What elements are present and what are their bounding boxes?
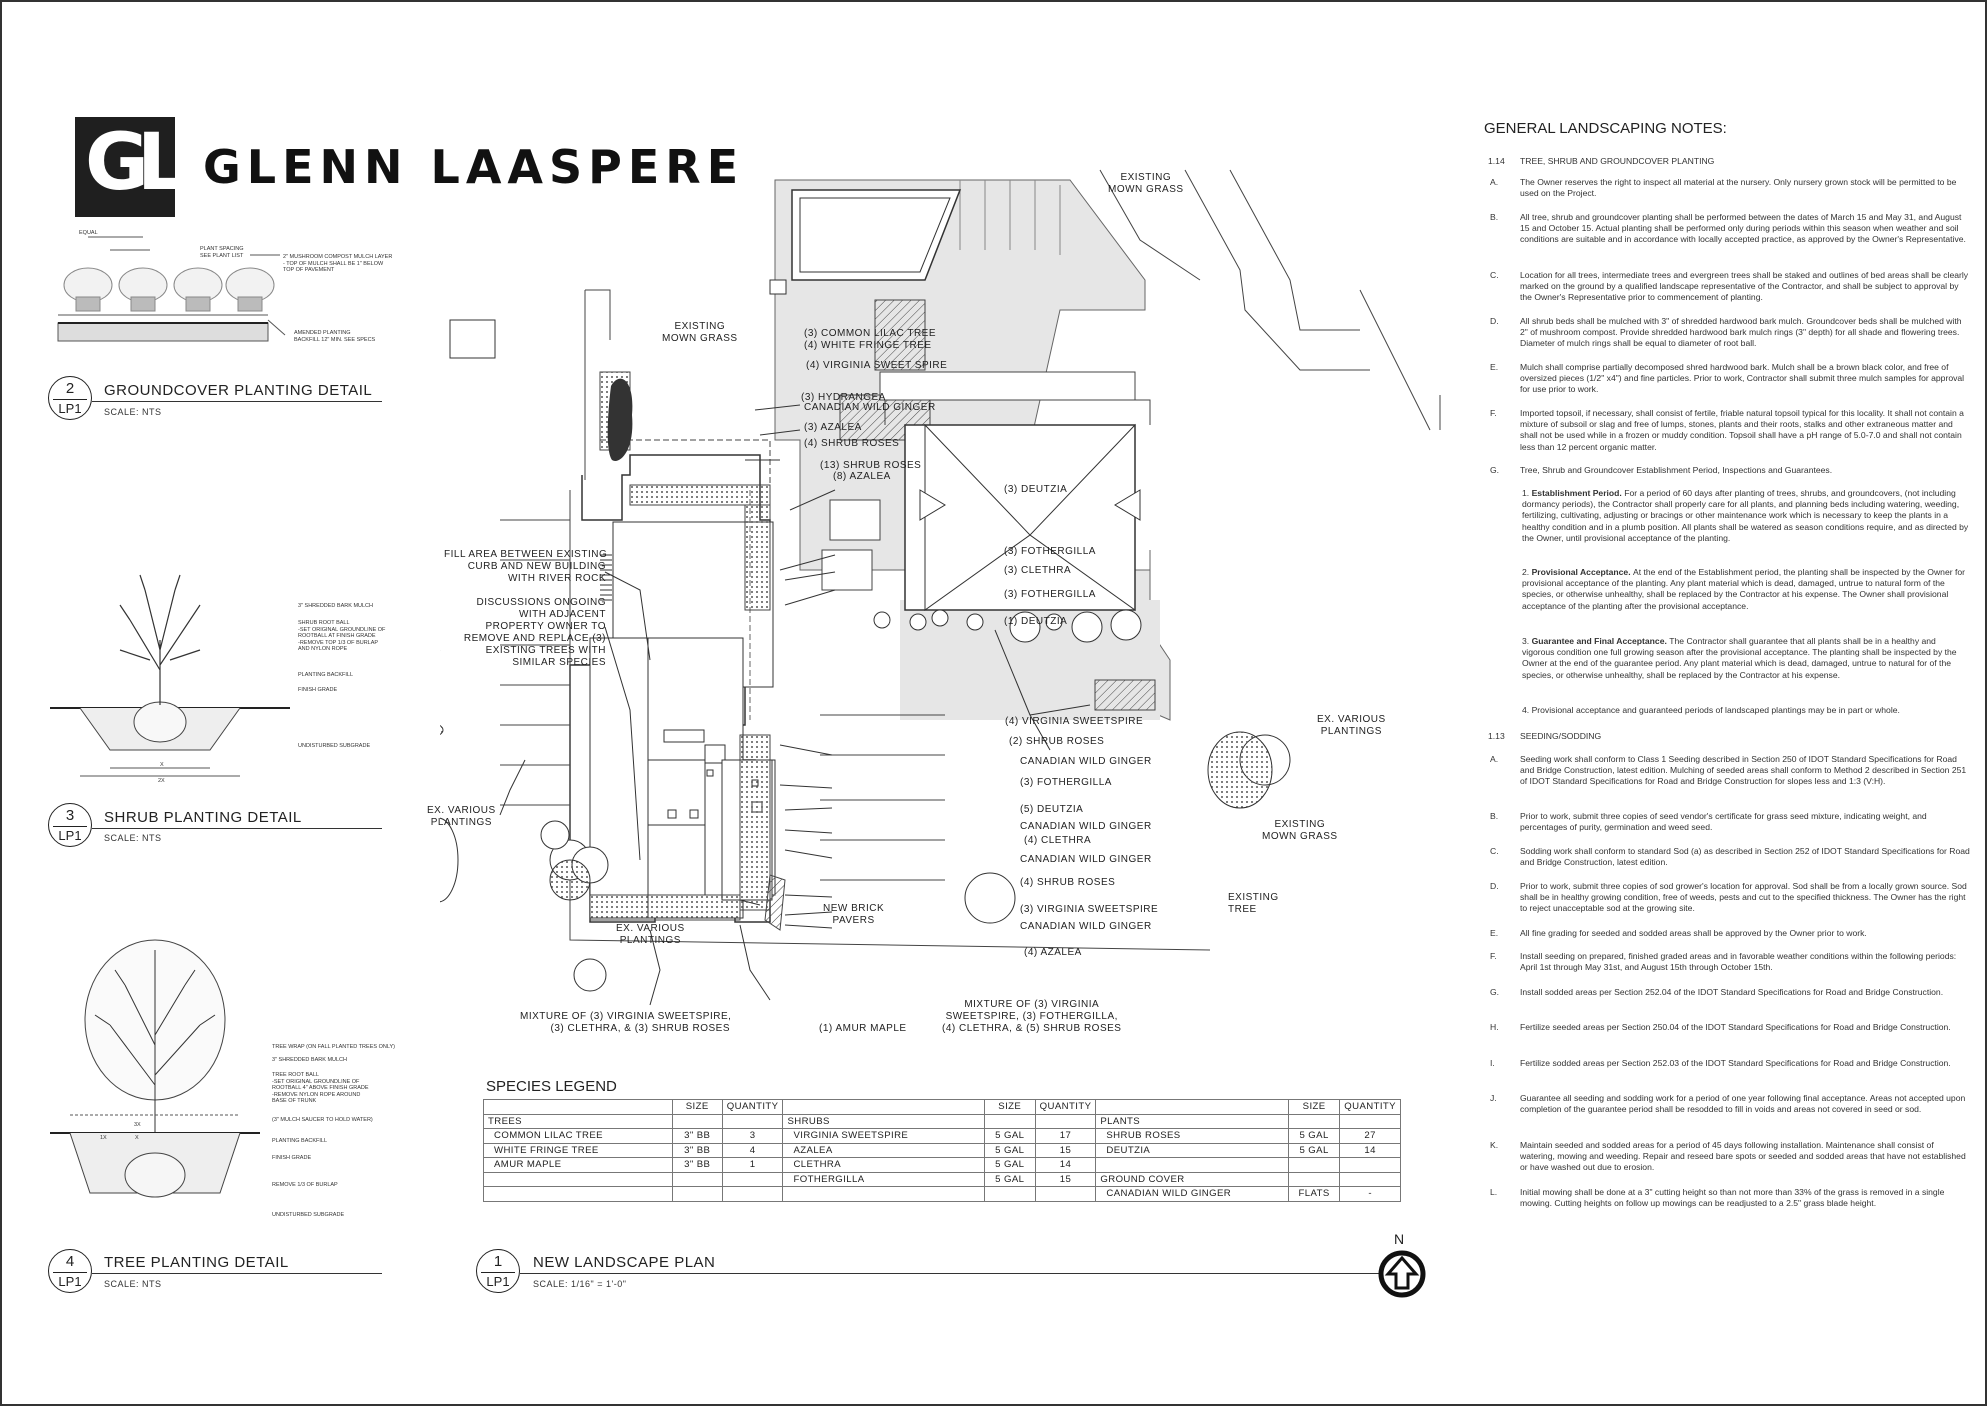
label-ex-various: EX. VARIOUS PLANTINGS	[616, 923, 685, 946]
note-text: Tree, Shrub and Groundcover Establishment Period, Inspections and Guarantees.	[1520, 465, 1833, 475]
note-letter: B.	[1490, 811, 1499, 821]
tree-detail-drawing	[50, 935, 270, 1225]
label-sweetspire: (4) VIRGINIA SWEETSPIRE	[1005, 716, 1144, 727]
note-text: Fertilize sodded areas per Section 252.03 of the IDOT Standard Specifications for Road and Bridge Construction.	[1520, 1058, 1951, 1068]
plan-scale: SCALE: 1/16" = 1'-0"	[533, 1279, 627, 1289]
note-text: Guarantee all seeding and sodding work for a period of one year following final acceptance. Areas not accepted upon completion of the guarantee period shall be resodded to fill in voids and areas not covered in seed or sod.	[1520, 1093, 1966, 1115]
callout-backfill: PLANTING BACKFILL	[272, 1138, 328, 1144]
note-letter: H.	[1490, 1022, 1499, 1032]
label-existing-tree: EXISTING TREE	[1228, 892, 1279, 915]
note-subitem: 2. Provisional Acceptance. At the end of the Establishment period, the planting shall be inspected by the Owner for provisional acceptance of the planting. Any plant material which is dead, damaged, untrue to natural form of the species, or otherwise unhealthy, shall be replaced by the Contractor at his expense. The Owner shall provisional acceptance of the planting after the provisional acceptance.	[1522, 567, 1966, 611]
label-mixture: MIXTURE OF (3) VIRGINIA SWEETSPIRE, (3) CLETHRA, & (3) SHRUB ROSES	[520, 1011, 732, 1034]
table-row: FOTHERGILLA 5 GAL 15 GROUND COVER	[484, 1172, 1401, 1187]
label-shrub-roses: (13) SHRUB ROSES	[820, 460, 922, 471]
label-shrub-roses: (2) SHRUB ROSES	[1009, 736, 1105, 747]
note-letter: E.	[1490, 928, 1499, 938]
label-shrub-roses: (4) SHRUB ROSES	[804, 438, 900, 449]
label-fringe: (4) WHITE FRINGE TREE	[804, 340, 932, 351]
table-row: COMMON LILAC TREE 3" BB 3 VIRGINIA SWEETSPIRE 5 GAL 17 SHRUB ROSES 5 GAL 27	[484, 1129, 1401, 1144]
note-letter: E.	[1490, 362, 1499, 372]
label-clethra: (4) CLETHRA	[1024, 835, 1092, 846]
dim-3x: 3X	[134, 1122, 141, 1128]
detail-4-bubble	[48, 1249, 92, 1293]
callout-backfill: AMENDED PLANTING BACKFILL 12" MIN. SEE SPECS	[294, 330, 376, 343]
note-subitem: 4. Provisional acceptance and guaranteed periods of landscaped plantings may be in part or whole.	[1522, 705, 1900, 715]
label-fill-area: FILL AREA BETWEEN EXISTING CURB AND NEW BUILDING WITH RIVER ROCK	[444, 549, 608, 584]
detail-2-scale: SCALE: NTS	[104, 407, 162, 417]
detail-number: 2	[65, 380, 75, 397]
firm-logo: GL	[85, 118, 175, 208]
callout-plant-spacing: PLANT SPACING SEE PLANT LIST	[200, 246, 244, 259]
label-lilac: (3) COMMON LILAC TREE	[804, 328, 936, 339]
label-fothergilla: (3) FOTHERGILLA	[1004, 589, 1096, 600]
label-sweetspire: (4) VIRGINIA SWEET SPIRE	[806, 360, 948, 371]
label-existing-mown-grass: EXISTING MOWN GRASS	[1108, 172, 1184, 195]
note-letter: J.	[1490, 1093, 1497, 1103]
detail-3-title: SHRUB PLANTING DETAIL	[104, 809, 302, 826]
callout-saucer: (3" MULCH SAUCER TO HOLD WATER)	[272, 1117, 373, 1123]
section-title: SEEDING/SODDING	[1520, 731, 1602, 741]
note-subitem: 3. Guarantee and Final Acceptance. The Contractor shall guarantee that all plants shall be in a healthy and vigorous condition one full growing season after the provisional acceptance. The planting shall be inspected by the Owner at the end of the guarantee period. Any plant material which is dead, damaged, untrue to natural for of the species, or otherwise unhealthy, shall be replaced by the Contractor at his expense.	[1522, 636, 1957, 680]
section-title: TREE, SHRUB AND GROUNDCOVER PLANTING	[1520, 156, 1715, 166]
note-letter: D.	[1490, 881, 1499, 891]
note-text: Install sodded areas per Section 252.04 of the IDOT Standard Specifications for Road and Bridge Construction.	[1520, 987, 1944, 997]
callout-tree-wrap: TREE WRAP (ON FALL PLANTED TREES ONLY)	[272, 1044, 395, 1050]
label-ex-various: EX. VARIOUS PLANTINGS	[427, 805, 496, 828]
note-text: Mulch shall comprise partially decomposed shred hardwood bark. Mulch shall be a brown black color, and free of oversized pieces (1/2" x4") and fine particles. Prior to work, Contractor shall submit three mulch samples for approval for use prior to work.	[1520, 362, 1965, 395]
note-subitem: 1. Establishment Period. For a period of 60 days after planting of trees, shrubs, and groundcovers, (not including dormancy periods), the Contractor shall properly care for all plants, and planning beds including watering, weeding, fertilizing, cultivating, adjusting or bracings or other maintenance work which is necessary to keep the plants in a healthy condition and in a plumb position. All plants shall be watered as season conditions require, and as directed by the Owner, until provisional acceptance of the planting.	[1522, 488, 1969, 543]
dim-1x: 1X	[100, 1135, 107, 1141]
species-legend-table	[483, 1099, 1401, 1202]
section-number: 1.13	[1488, 731, 1505, 741]
table-row: SIZE QUANTITY SIZE QUANTITY SIZE QUANTITY	[484, 1100, 1401, 1115]
label-ginger: CANADIAN WILD GINGER	[1020, 854, 1152, 865]
note-letter: C.	[1490, 270, 1499, 280]
table-row: AMUR MAPLE 3" BB 1 CLETHRA 5 GAL 14	[484, 1158, 1401, 1173]
note-letter: I.	[1490, 1058, 1495, 1068]
notes-title: GENERAL LANDSCAPING NOTES:	[1484, 120, 1727, 137]
note-text: All shrub beds shall be mulched with 3" of shredded hardwood bark mulch. Groundcover beds shall be mulched with 2" of mushroom compost. Provide shredded hardwood bark mulch rings (3" depth) for all shade and flowering trees. Diameter of mulch rings shall be equal to diameter of root ball.	[1520, 316, 1962, 349]
callout-root-ball: TREE ROOT BALL -SET ORIGINAL GROUNDLINE OF ROOTBALL 4" ABOVE FINISH GRADE -REMOVE NYLON ROPE AROUND BASE OF TRUNK	[272, 1072, 369, 1104]
note-letter: F.	[1490, 951, 1497, 961]
label-deutzia: (5) DEUTZIA	[1020, 804, 1084, 815]
label-mixture: MIXTURE OF (3) VIRGINIA SWEETSPIRE, (3) FOTHERGILLA, (4) CLETHRA, & (5) SHRUB ROSES	[942, 999, 1122, 1034]
note-text: Prior to work, submit three copies of seed vendor's certificate for grass seed mixture, indicating weight, and percentages of purity, germination and weed seed.	[1520, 811, 1927, 833]
label-existing-mown-grass: EXISTING MOWN GRASS	[662, 321, 738, 344]
note-text: Seeding work shall conform to Class 1 Seeding described in Section 250 of IDOT Standard Specifications for Road and Bridge Construction, latest edition. Mulching of seeded areas shall conform to Method 2 described in Section 251 of IDOT Standard Specifications for Road and Bridge Construction for slopes less and 1:3 (V:H).	[1520, 754, 1967, 787]
callout-burlap: REMOVE 1/3 OF BURLAP	[272, 1182, 338, 1188]
callout-equal: EQUAL	[79, 230, 98, 236]
label-shrub-roses: (4) SHRUB ROSES	[1020, 877, 1116, 888]
label-ginger: CANADIAN WILD GINGER	[1020, 756, 1152, 767]
sheet-ref: LP1	[486, 1274, 510, 1289]
label-azalea: (3) AZALEA	[804, 422, 862, 433]
callout-backfill: PLANTING BACKFILL	[298, 672, 354, 678]
label-hydrangea: (3) HYDRANGEA	[801, 392, 886, 403]
sheet-ref: LP1	[58, 828, 82, 843]
note-letter: D.	[1490, 316, 1499, 326]
note-text: Prior to work, submit three copies of sod grower's location for approval. Sod shall be from a locally grown source. Sod shall be in healthy growing condition, free of weeds, pests and cut to the specified thickness. The Owner has the right to reject unacceptable sod at the growing site.	[1520, 881, 1967, 914]
note-text: Location for all trees, intermediate trees and evergreen trees shall be staked and outlines of bed areas shall be clearly marked on the ground by a qualified landscape representative of the Contractor, and shall be subject to approval by the Owner's Representative prior to commencement of planting.	[1520, 270, 1969, 303]
label-ginger: CANADIAN WILD GINGER	[804, 402, 936, 413]
plan-title: NEW LANDSCAPE PLAN	[533, 1254, 716, 1271]
callout-finish-grade: FINISH GRADE	[272, 1155, 312, 1161]
note-letter: L.	[1490, 1187, 1498, 1197]
callout-root-ball: SHRUB ROOT BALL -SET ORIGINAL GROUNDLINE OF ROOTBALL AT FINISH GRADE -REMOVE TOP 1/3 OF BURLAP AND NYLON ROPE	[298, 620, 386, 652]
callout-compost: 2" MUSHROOM COMPOST MULCH LAYER - TOP OF MULCH SHALL BE 1" BELOW TOP OF PAVEMENT	[283, 254, 393, 273]
label-sweetspire: (3) VIRGINIA SWEETSPIRE	[1020, 904, 1159, 915]
callout-mulch: 3" SHREDDED BARK MULCH	[272, 1057, 347, 1063]
note-text: Install seeding on prepared, finished graded areas and in favorable weather conditions within the following periods: April 1st through May 31st, and August 15th through October 15th.	[1520, 951, 1957, 973]
note-text: All tree, shrub and groundcover planting shall be performed between the dates of March 15 and May 31, and August 15 and October 15. Actual planting shall be performed only during periods within this season when weather and soil conditions are suitable and in accordance with locally accepted practice, as approved by the Owner's Representative.	[1520, 212, 1966, 245]
table-row: CANADIAN WILD GINGER FLATS -	[484, 1187, 1401, 1202]
sheet-ref: LP1	[58, 1274, 82, 1289]
detail-4-title: TREE PLANTING DETAIL	[104, 1254, 289, 1271]
sheet-ref: LP1	[58, 401, 82, 416]
firm-name: GLENN LAASPERE	[203, 140, 745, 194]
plan-bubble	[476, 1249, 520, 1293]
label-azalea: (8) AZALEA	[833, 471, 891, 482]
section-number: 1.14	[1488, 156, 1505, 166]
label-ginger: CANADIAN WILD GINGER	[1020, 921, 1152, 932]
note-letter: F.	[1490, 408, 1497, 418]
label-discussions: DISCUSSIONS ONGOING WITH ADJACENT PROPERTY OWNER TO REMOVE AND REPLACE (3) EXISTING TREES WITH SIMILAR SPECIES	[463, 597, 606, 668]
label-clethra: (3) CLETHRA	[1004, 565, 1072, 576]
note-text: Maintain seeded and sodded areas for a period of 45 days following installation. Maintenance shall consist of watering, mowing and weeding. Repair and reseed bare spots or seeded and sodded areas that have not established or have washed out due to erosion.	[1520, 1140, 1966, 1173]
dim-x: X	[160, 762, 164, 768]
note-letter: G.	[1490, 987, 1500, 997]
label-ginger: CANADIAN WILD GINGER	[1020, 821, 1152, 832]
note-letter: A.	[1490, 177, 1499, 187]
label-existing-mown-grass: EXISTING MOWN GRASS	[1262, 819, 1338, 842]
note-text: The Owner reserves the right to inspect all material at the nursery. Only nursery grown stock will be permitted to be used on the Project.	[1520, 177, 1957, 199]
legend-title: SPECIES LEGEND	[486, 1078, 617, 1095]
note-text: Sodding work shall conform to standard Sod (a) as described in Section 252 of IDOT Standard Specifications for Road and Bridge Construction, latest edition.	[1520, 846, 1970, 868]
note-letter: A.	[1490, 754, 1499, 764]
north-label: N	[1394, 1231, 1405, 1247]
note-text: Fertilize seeded areas per Section 250.04 of the IDOT Standard Specifications for Road and Bridge Construction.	[1520, 1022, 1951, 1032]
label-deutzia: (3) DEUTZIA	[1004, 484, 1068, 495]
table-row: TREES SHRUBS PLANTS	[484, 1114, 1401, 1129]
label-azalea: (4) AZALEA	[1024, 947, 1082, 958]
note-text: Imported topsoil, if necessary, shall consist of fertile, friable natural topsoil typical for this locality. It shall not contain a mixture of subsoil or slag and free of lumps, stones, plants and their roots, stalks and other extraneous matter and shall not be used while in a frozen or muddy condition. Topsoil shall have a pH range of 5.0-7.0 and shall not contain less than 12 percent organic matter.	[1520, 408, 1964, 452]
label-new-brick-pavers: NEW BRICK PAVERS	[823, 903, 885, 926]
callout-subgrade: UNDISTURBED SUBGRADE	[272, 1212, 345, 1218]
label-fothergilla: (3) FOTHERGILLA	[1004, 546, 1096, 557]
callout-finish-grade: FINISH GRADE	[298, 687, 338, 693]
dim-x: X	[135, 1135, 139, 1141]
note-text: Initial mowing shall be done at a 3" cutting height so than not more than 33% of the grass is removed in a single mowing. Cutting heights on follow up mowings can be readjusted to a 2.5" grass blade height.	[1520, 1187, 1945, 1209]
label-ex-various: EX. VARIOUS PLANTINGS	[1317, 714, 1386, 737]
note-letter: G.	[1490, 465, 1500, 475]
dim-2x: 2X	[158, 778, 165, 784]
detail-number: 1	[493, 1253, 503, 1270]
table-row: WHITE FRINGE TREE 3" BB 4 AZALEA 5 GAL 15 DEUTZIA 5 GAL 14	[484, 1143, 1401, 1158]
label-fothergilla: (3) FOTHERGILLA	[1020, 777, 1112, 788]
callout-mulch: 3" SHREDDED BARK MULCH	[298, 603, 373, 609]
shrub-detail-drawing	[50, 550, 310, 780]
detail-number: 4	[65, 1253, 75, 1270]
label-deutzia: (1) DEUTZIA	[1004, 616, 1068, 627]
callout-subgrade: UNDISTURBED SUBGRADE	[298, 743, 371, 749]
detail-number: 3	[65, 807, 75, 824]
note-letter: K.	[1490, 1140, 1499, 1150]
note-letter: C.	[1490, 846, 1499, 856]
north-arrow-icon	[1378, 1250, 1426, 1298]
note-letter: B.	[1490, 212, 1499, 222]
detail-2-bubble	[48, 376, 92, 420]
note-text: All fine grading for seeded and sodded areas shall be approved by the Owner prior to work.	[1520, 928, 1867, 938]
label-amur-maple: (1) AMUR MAPLE	[819, 1023, 907, 1034]
detail-4-scale: SCALE: NTS	[104, 1279, 162, 1289]
detail-3-scale: SCALE: NTS	[104, 833, 162, 843]
detail-3-bubble	[48, 803, 92, 847]
detail-2-title: GROUNDCOVER PLANTING DETAIL	[104, 382, 373, 399]
